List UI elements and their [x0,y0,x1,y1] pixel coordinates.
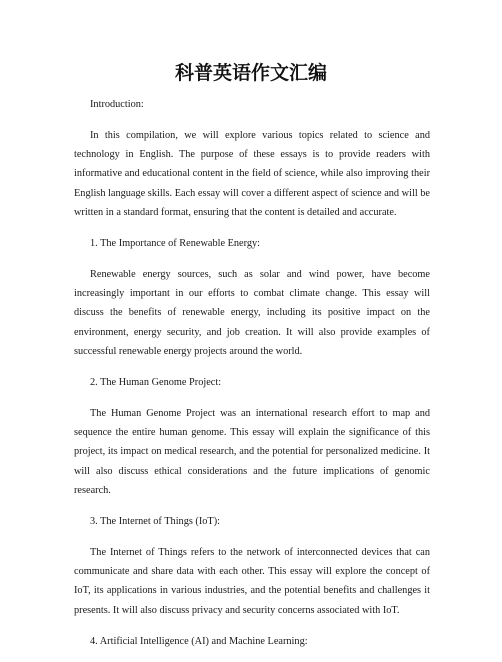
section-heading-ai: 4. Artificial Intelligence (AI) and Machine Learning: [90,635,308,647]
section-heading-iot: 3. The Internet of Things (IoT): [90,515,221,527]
paragraph-renewable-energy: Renewable energy sources, such as solar and wind power, have become increasingly important in our efforts to combat climate change. This essay will discuss the benefits of renewable energy, including its positive impact on the environment, energy security, and job creation. It will also provide examples of successful renewable energy projects around the world. [74,268,430,358]
section-heading-introduction: Introduction: [90,99,144,110]
paragraph-iot: The Internet of Things refers to the network of interconnected devices that can communicate and share data with each other. This essay will explore the concept of IoT, its applications in various industries, and the potential benefits and challenges it presents. It will also discuss privacy and security concerns associated with IoT. [74,546,430,616]
section-heading-renewable-energy: 1. The Importance of Renewable Energy: [90,237,261,249]
paragraph-introduction: In this compilation, we will explore various topics related to science and technology in English. The purpose of these essays is to provide readers with informative and educational content in the field of science, while also improving their English language skills. Each essay will cover a different aspect of science and will be written in a standard format, ensuring that the content is detailed and accurate. [74,129,430,219]
paragraph-human-genome: The Human Genome Project was an international research effort to map and sequence the entire human genome. This essay will explain the significance of this project, its impact on medical research, and the potential for personalized medicine. It will also discuss ethical considerations and the future implications of genomic research. [74,407,430,497]
document-body [74,95,430,662]
document-title: 科普英语作文汇编 [174,62,327,84]
section-heading-human-genome: 2. The Human Genome Project: [90,376,222,388]
